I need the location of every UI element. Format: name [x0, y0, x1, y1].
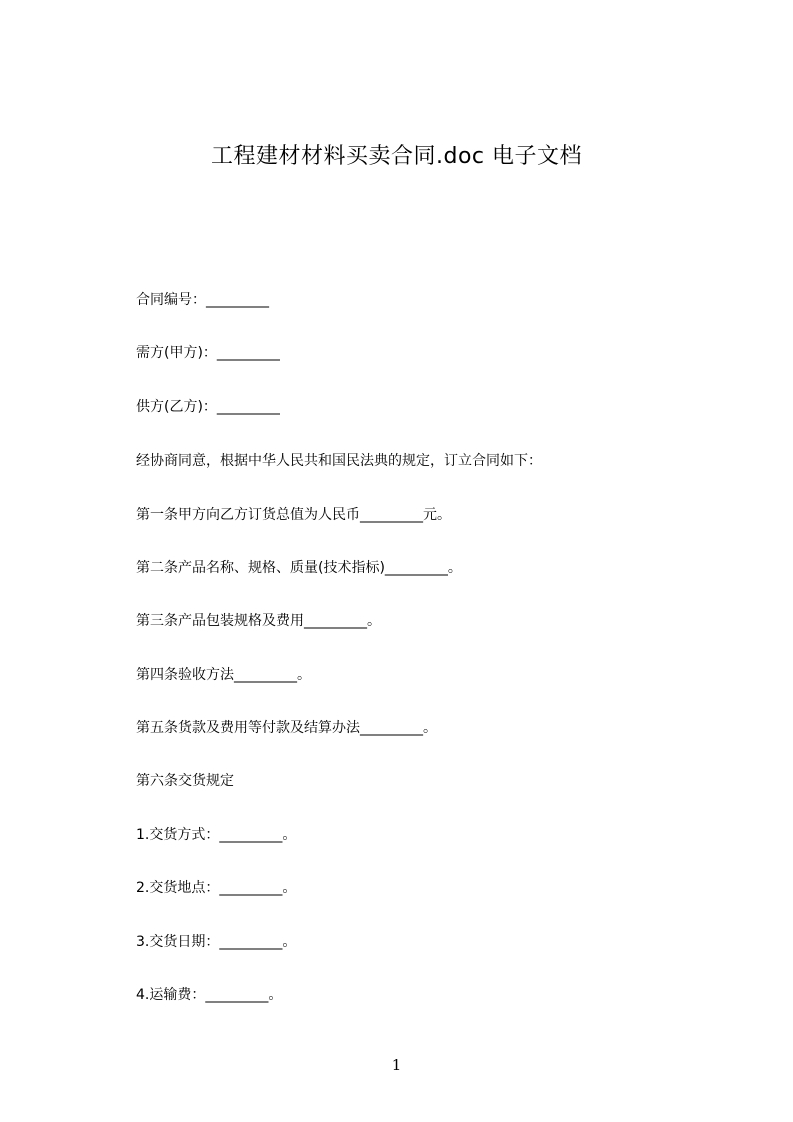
contract-number-line: 合同编号：_________	[136, 292, 269, 308]
document-title: 工程建材材料买卖合同.doc 电子文档	[210, 144, 582, 169]
preamble-line: 经协商同意，根据中华人民共和国民法典的规定，订立合同如下：	[136, 453, 542, 469]
article-6-heading: 第六条交货规定	[136, 773, 234, 789]
article-2-line: 第二条产品名称、规格、质量(技术指标)_________。	[136, 560, 462, 576]
page-number: 1	[391, 1056, 402, 1074]
article-1-line: 第一条甲方向乙方订货总值为人民币_________元。	[136, 507, 451, 523]
article-4-line: 第四条验收方法_________。	[136, 667, 311, 683]
delivery-date-line: 3.交货日期：_________。	[136, 934, 297, 950]
buyer-party-line: 需方(甲方)：_________	[136, 345, 280, 361]
article-3-line: 第三条产品包装规格及费用_________。	[136, 613, 381, 629]
delivery-method-line: 1.交货方式：_________。	[136, 827, 297, 843]
transport-fee-line: 4.运输费：_________。	[136, 987, 283, 1003]
delivery-location-line: 2.交货地点：_________。	[136, 880, 297, 896]
article-5-line: 第五条货款及费用等付款及结算办法_________。	[136, 720, 437, 736]
seller-party-line: 供方(乙方)：_________	[136, 399, 280, 415]
